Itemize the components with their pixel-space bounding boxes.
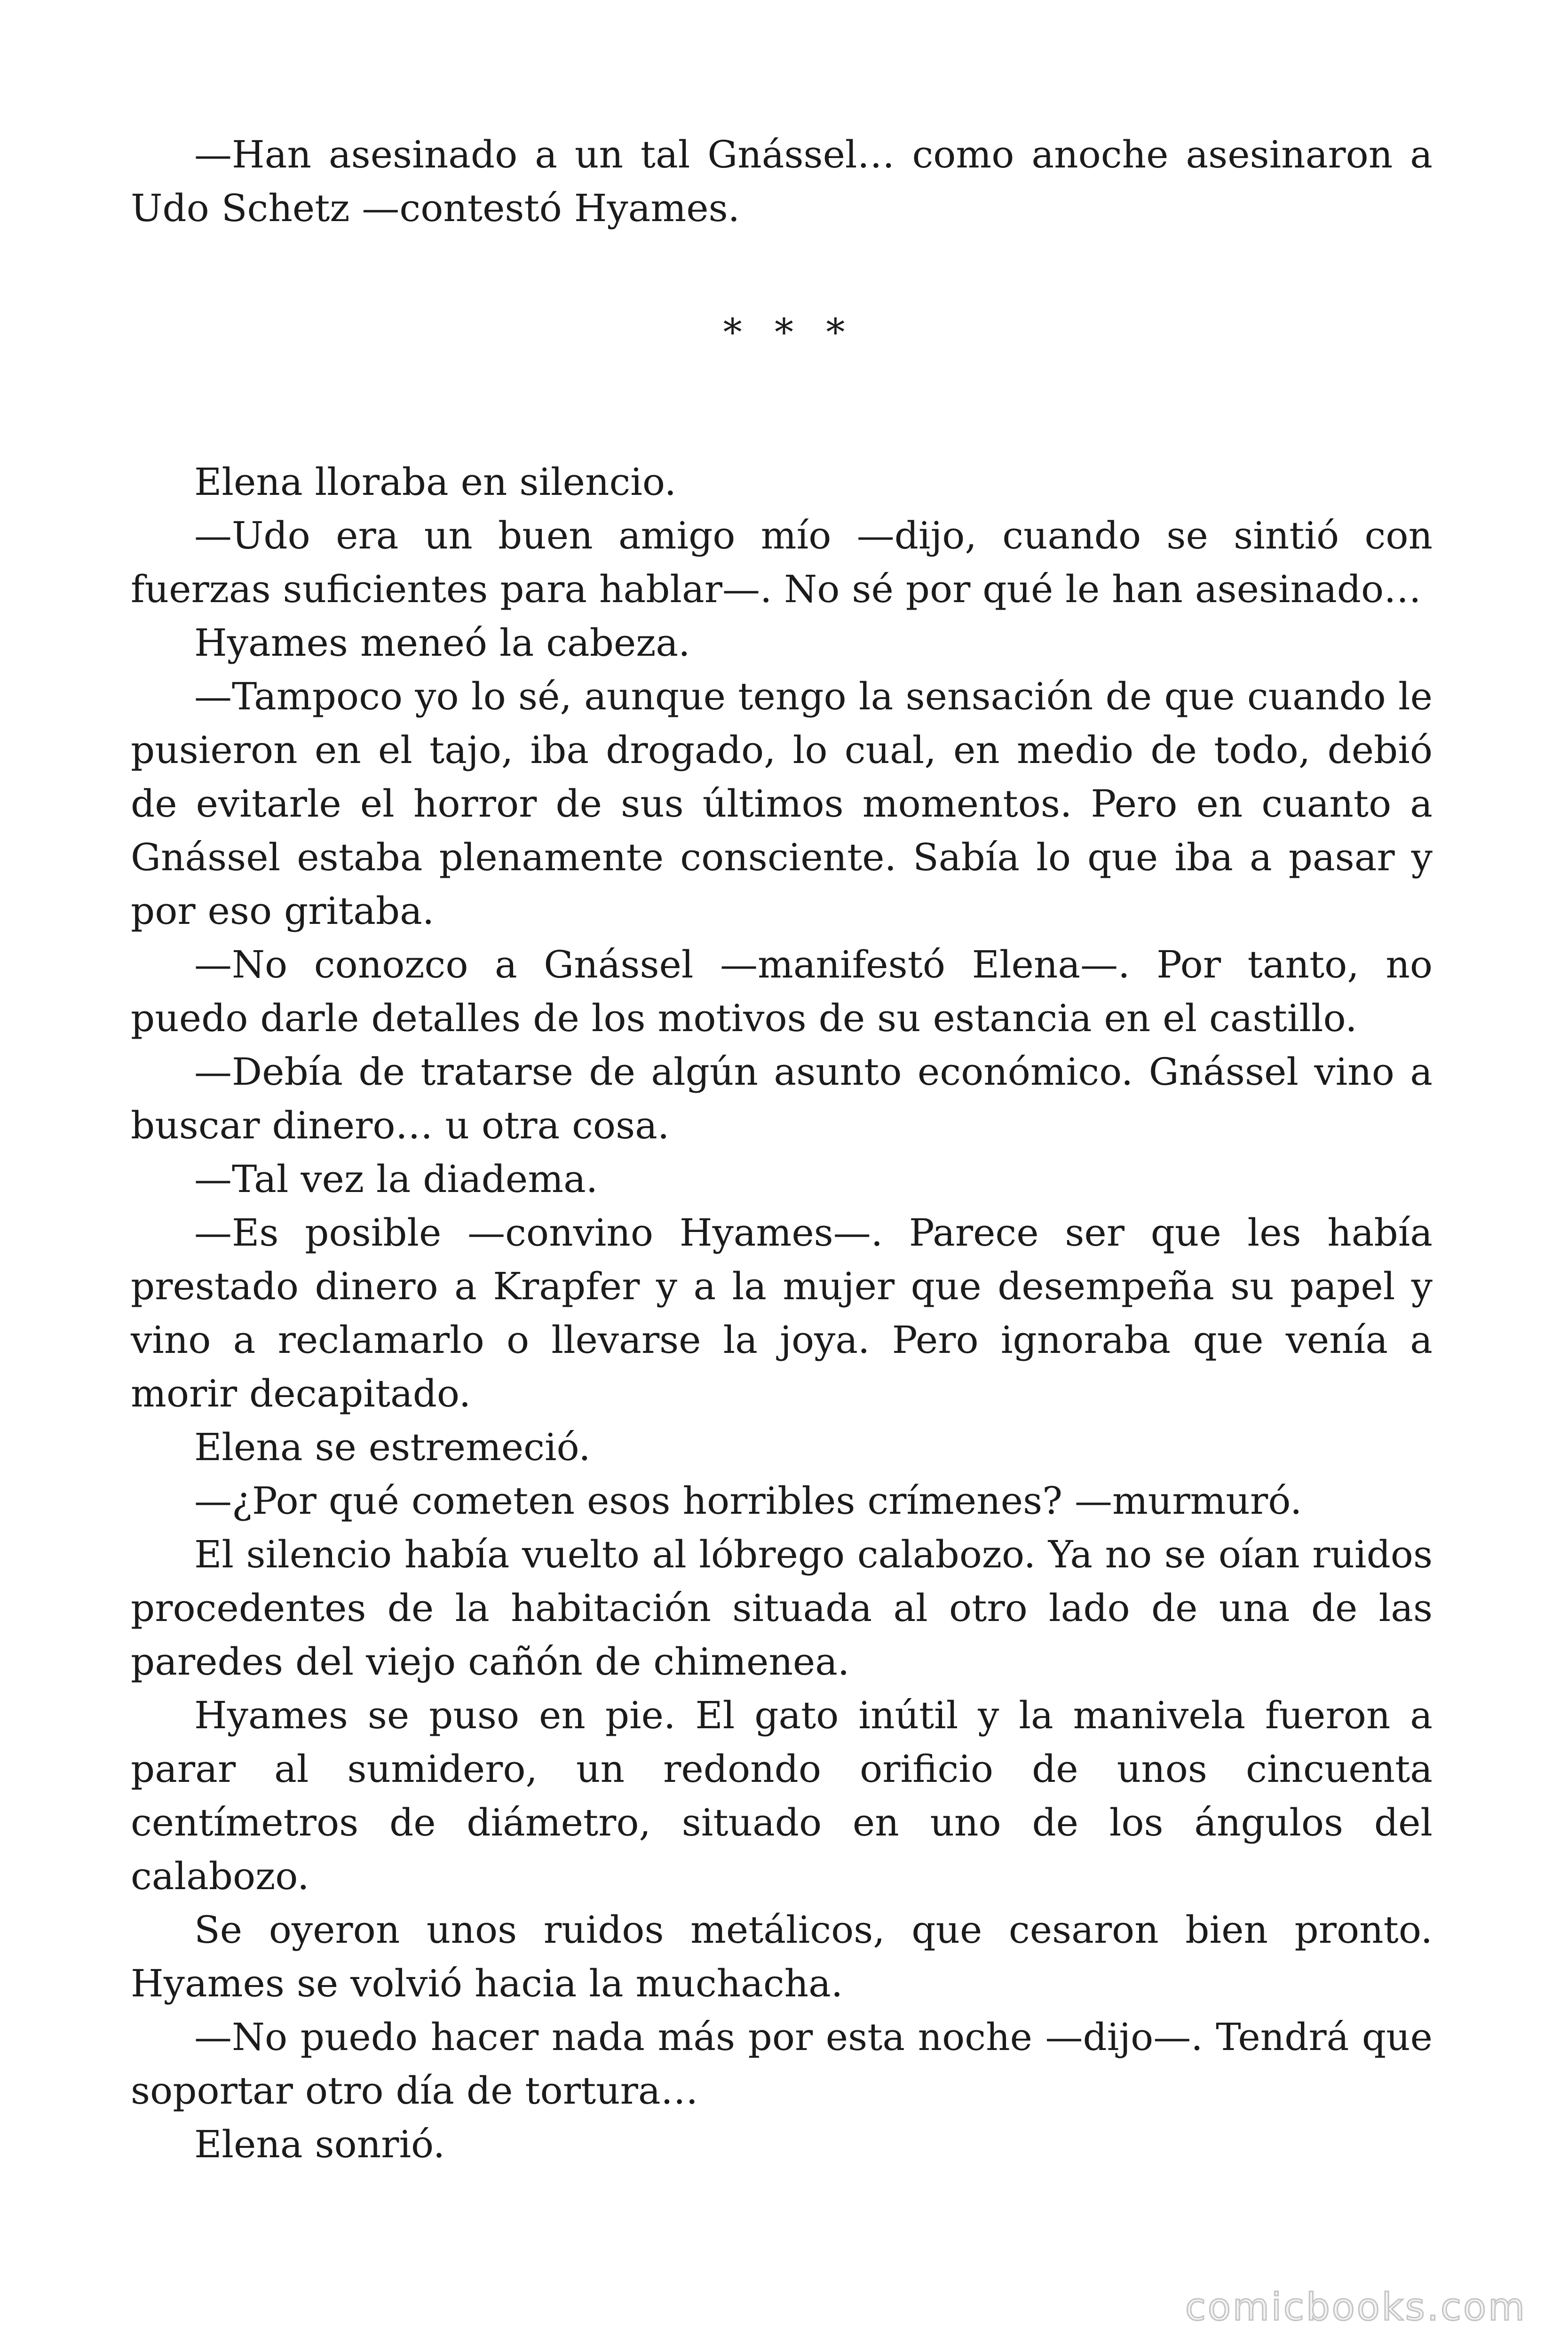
watermark-logo: comicbooks.com bbox=[1185, 2285, 1527, 2329]
paragraph: Se oyeron unos ruidos metálicos, que cesaron bien pronto. Hyames se volvió hacia la muchacha. bbox=[131, 1908, 1433, 2005]
paragraph: —Tampoco yo lo sé, aunque tengo la sensación de que cuando le pusieron en el tajo, iba drogado, lo cual, en medio de todo, debió de evitarle el horror de sus últimos momentos. Pero en cuanto a Gnássel estaba plenamente consciente. Sabía lo que iba a pasar y por eso gritaba. bbox=[131, 675, 1433, 933]
paragraph: —No puedo hacer nada más por esta noche —dijo—. Tendrá que soportar otro día de tortura… bbox=[131, 2015, 1433, 2113]
paragraph: Elena lloraba en silencio. bbox=[194, 460, 677, 504]
scene-break: * * * bbox=[723, 310, 855, 354]
paragraph: —Es posible —convino Hyames—. Parece ser que les había prestado dinero a Krapfer y a la mujer que desempeña su papel y vino a reclamarlo o llevarse la joya. Pero ignoraba que venía a morir decapitado. bbox=[131, 1211, 1433, 1415]
top-text-block bbox=[131, 128, 1433, 235]
paragraph: —No conozco a Gnássel —manifestó Elena—. Por tanto, no puedo darle detalles de los motivos de su estancia en el castillo. bbox=[131, 943, 1433, 1040]
paragraph: El silencio había vuelto al lóbrego calabozo. Ya no se oían ruidos procedentes de la habitación situada al otro lado de una de las paredes del viejo cañón de chimenea. bbox=[131, 1533, 1433, 1684]
paragraph: Hyames se puso en pie. El gato inútil y la manivela fueron a parar al sumidero, un redondo orificio de unos cincuenta centímetros de diámetro, situado en uno de los ángulos del calabozo. bbox=[131, 1693, 1433, 1898]
paragraph: —Tal vez la diadema. bbox=[194, 1157, 598, 1201]
paragraph: —Han asesinado a un tal Gnássel… como anoche asesinaron a Udo Schetz —contestó Hyames. bbox=[131, 133, 1433, 230]
paragraph: Hyames meneó la cabeza. bbox=[194, 621, 690, 665]
main-text-block bbox=[131, 455, 1433, 2171]
paragraph: —¿Por qué cometen esos horribles crímenes? —murmuró. bbox=[194, 1479, 1302, 1523]
paragraph: —Debía de tratarse de algún asunto económico. Gnássel vino a buscar dinero… u otra cosa. bbox=[131, 1050, 1433, 1147]
paragraph: Elena sonrió. bbox=[194, 2122, 445, 2166]
paragraph: Elena se estremeció. bbox=[194, 1425, 591, 1469]
paragraph: —Udo era un buen amigo mío —dijo, cuando se sintió con fuerzas suficientes para hablar—. No sé por qué le han asesinado… bbox=[131, 514, 1433, 611]
